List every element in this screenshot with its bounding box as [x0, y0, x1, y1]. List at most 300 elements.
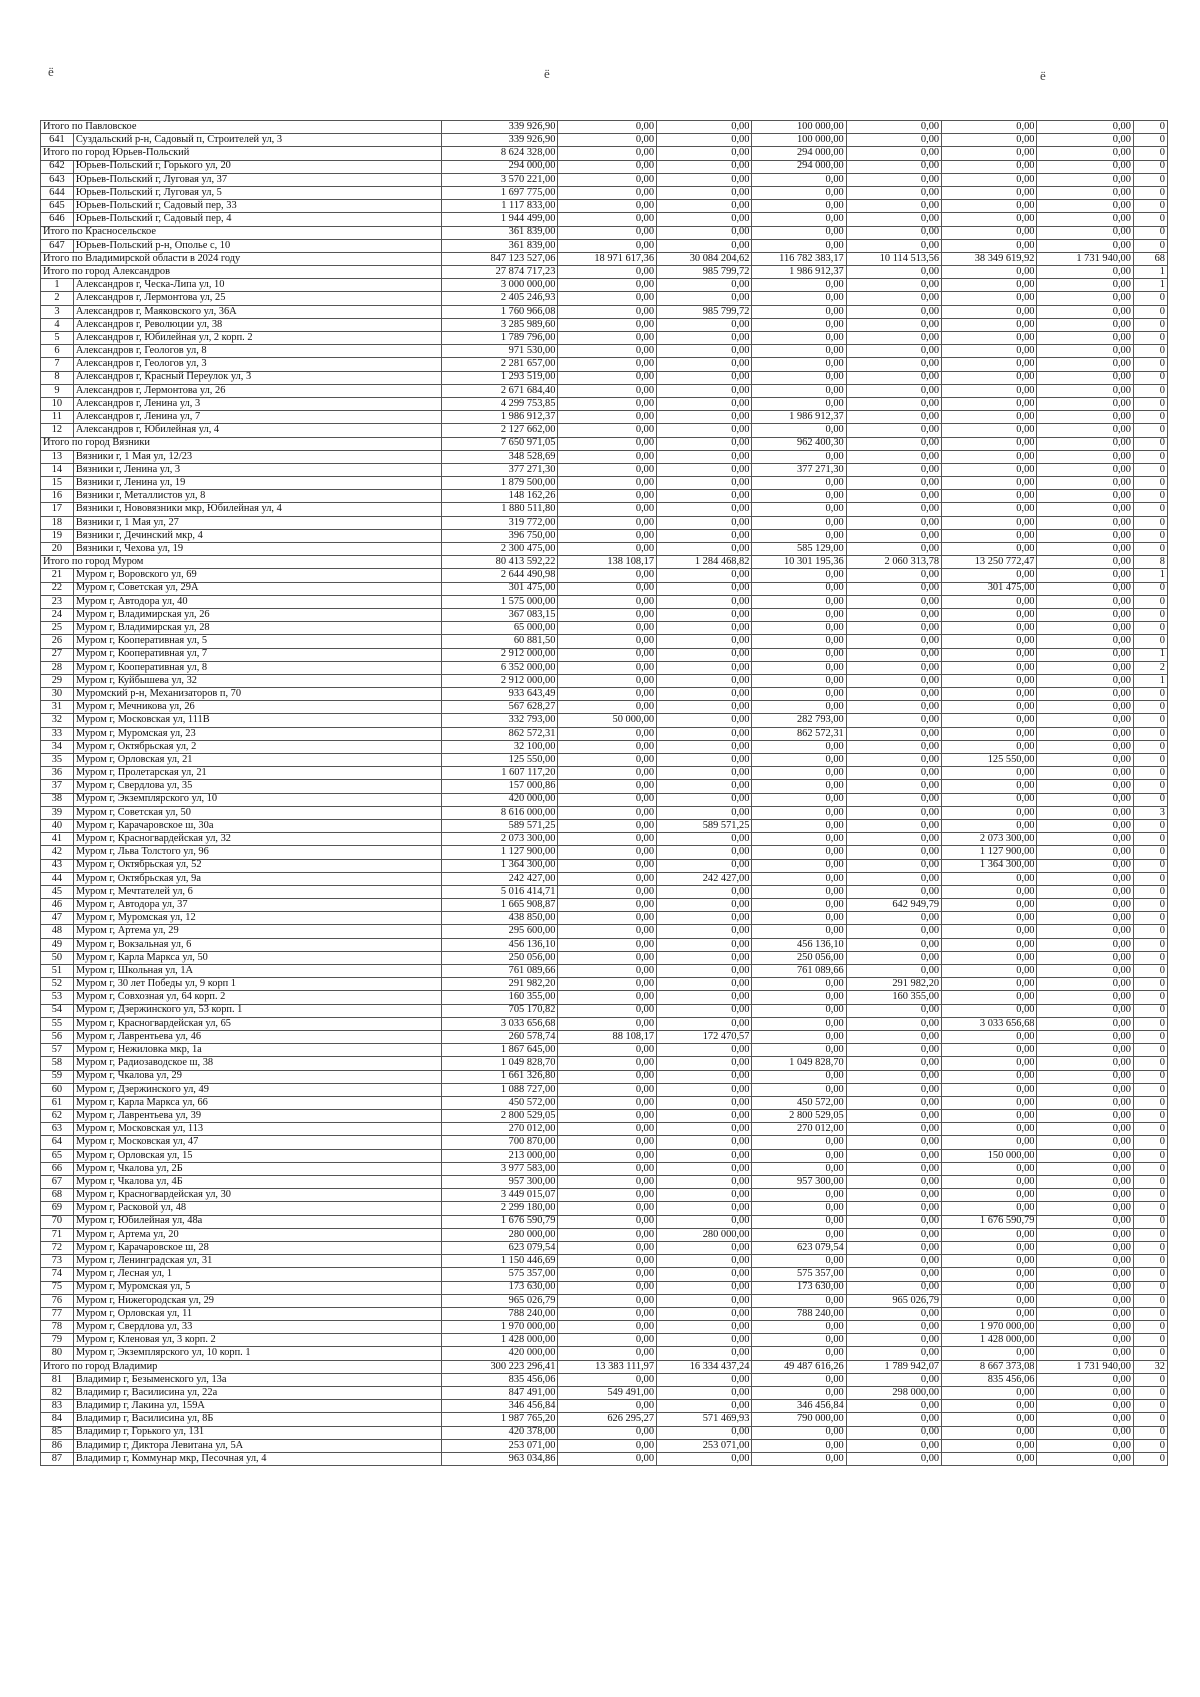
amount-cell: 0,00: [846, 819, 941, 832]
count-cell: 0: [1133, 595, 1167, 608]
row-number: 2: [41, 292, 74, 305]
amount-cell: 0,00: [657, 1307, 752, 1320]
amount-cell: 0,00: [846, 1347, 941, 1360]
amount-cell: 0,00: [846, 833, 941, 846]
count-cell: 0: [1133, 885, 1167, 898]
count-cell: 0: [1133, 397, 1167, 410]
amount-cell: 0,00: [942, 186, 1037, 199]
amount-cell: 0,00: [558, 1268, 657, 1281]
amount-cell: 0,00: [657, 727, 752, 740]
amount-cell: 0,00: [657, 622, 752, 635]
table-row: [41, 160, 1168, 173]
amount-cell: 0,00: [558, 318, 657, 331]
amount-cell: 0,00: [942, 569, 1037, 582]
table-row: [41, 1044, 1168, 1057]
count-cell: 0: [1133, 1241, 1167, 1254]
row-number: 7: [41, 358, 74, 371]
amount-cell: 0,00: [558, 688, 657, 701]
amount-cell: 250 056,00: [752, 951, 846, 964]
amount-cell: 0,00: [942, 147, 1037, 160]
amount-cell: 0,00: [1037, 806, 1133, 819]
amount-cell: 0,00: [1037, 1070, 1133, 1083]
address-cell: Юрьев-Польский г, Садовый пер, 33: [73, 200, 441, 213]
table-row: [41, 463, 1168, 476]
address-cell: Муром г, Мечтателей ул, 6: [73, 885, 441, 898]
amount-cell: 2 281 657,00: [442, 358, 558, 371]
amount-cell: 125 550,00: [442, 754, 558, 767]
amount-cell: 18 971 617,36: [558, 252, 657, 265]
amount-cell: 1 676 590,79: [442, 1215, 558, 1228]
amount-cell: 0,00: [942, 266, 1037, 279]
amount-cell: 2 299 180,00: [442, 1202, 558, 1215]
amount-cell: 0,00: [846, 1281, 941, 1294]
amount-cell: 0,00: [1037, 1413, 1133, 1426]
count-cell: 0: [1133, 463, 1167, 476]
amount-cell: 0,00: [657, 754, 752, 767]
amount-cell: 27 874 717,23: [442, 266, 558, 279]
amount-cell: 280 000,00: [657, 1228, 752, 1241]
count-cell: 0: [1133, 239, 1167, 252]
amount-cell: 0,00: [1037, 345, 1133, 358]
amount-cell: 0,00: [752, 332, 846, 345]
amount-cell: 0,00: [657, 885, 752, 898]
amount-cell: 0,00: [846, 1083, 941, 1096]
amount-cell: 0,00: [942, 1307, 1037, 1320]
amount-cell: 1 986 912,37: [752, 411, 846, 424]
table-row: [41, 582, 1168, 595]
address-cell: Муромский р-н, Механизаторов п, 70: [73, 688, 441, 701]
amount-cell: 0,00: [942, 1096, 1037, 1109]
table-row: [41, 899, 1168, 912]
address-cell: Александров г, Ленина ул, 7: [73, 411, 441, 424]
amount-cell: 0,00: [846, 384, 941, 397]
amount-cell: 0,00: [558, 358, 657, 371]
amount-cell: 7 650 971,05: [442, 437, 558, 450]
amount-cell: 0,00: [752, 529, 846, 542]
amount-cell: 0,00: [846, 226, 941, 239]
address-cell: Муром г, Нижегородская ул, 29: [73, 1294, 441, 1307]
amount-cell: 0,00: [1037, 1030, 1133, 1043]
address-cell: Владимир г, Василисина ул, 8Б: [73, 1413, 441, 1426]
amount-cell: 282 793,00: [752, 714, 846, 727]
amount-cell: 0,00: [1037, 1017, 1133, 1030]
address-cell: Муром г, Московская ул, 47: [73, 1136, 441, 1149]
table-row: [41, 1096, 1168, 1109]
amount-cell: 253 071,00: [657, 1439, 752, 1452]
table-row: [41, 1228, 1168, 1241]
amount-cell: 0,00: [942, 134, 1037, 147]
amount-cell: 0,00: [558, 1017, 657, 1030]
count-cell: 0: [1133, 899, 1167, 912]
amount-cell: 0,00: [942, 173, 1037, 186]
total-label: Итого по Владимирской области в 2024 году: [41, 252, 442, 265]
amount-cell: 0,00: [1037, 1321, 1133, 1334]
amount-cell: 0,00: [657, 1083, 752, 1096]
amount-cell: 0,00: [657, 1268, 752, 1281]
amount-cell: 0,00: [1037, 1136, 1133, 1149]
amount-cell: 0,00: [942, 463, 1037, 476]
address-cell: Муром г, Куйбышева ул, 32: [73, 674, 441, 687]
amount-cell: 0,00: [657, 477, 752, 490]
row-number: 63: [41, 1123, 74, 1136]
amount-cell: 0,00: [752, 516, 846, 529]
address-cell: Муром г, Чкалова ул, 2Б: [73, 1162, 441, 1175]
amount-cell: 0,00: [846, 279, 941, 292]
amount-cell: 0,00: [846, 780, 941, 793]
row-number: 35: [41, 754, 74, 767]
table-row: [41, 648, 1168, 661]
table-row: [41, 543, 1168, 556]
amount-cell: 38 349 619,92: [942, 252, 1037, 265]
address-cell: Муром г, Лаврентьева ул, 46: [73, 1030, 441, 1043]
row-number: 24: [41, 608, 74, 621]
row-number: 73: [41, 1255, 74, 1268]
amount-cell: 0,00: [752, 1387, 846, 1400]
count-cell: 0: [1133, 1070, 1167, 1083]
amount-cell: 0,00: [846, 622, 941, 635]
amount-cell: 0,00: [558, 635, 657, 648]
amount-cell: 0,00: [846, 1176, 941, 1189]
amount-cell: 0,00: [558, 648, 657, 661]
row-number: 57: [41, 1044, 74, 1057]
table-row: [41, 384, 1168, 397]
amount-cell: 0,00: [846, 806, 941, 819]
amount-cell: 8 616 000,00: [442, 806, 558, 819]
address-cell: Александров г, Лермонтова ул, 26: [73, 384, 441, 397]
amount-cell: 0,00: [942, 160, 1037, 173]
row-number: 80: [41, 1347, 74, 1360]
amount-cell: 2 800 529,05: [442, 1110, 558, 1123]
amount-cell: 0,00: [942, 1202, 1037, 1215]
amount-cell: 0,00: [942, 213, 1037, 226]
amount-cell: 0,00: [942, 516, 1037, 529]
address-cell: Муром г, Чкалова ул, 4Б: [73, 1176, 441, 1189]
total-label: Итого по город Владимир: [41, 1360, 442, 1373]
amount-cell: 0,00: [1037, 793, 1133, 806]
address-cell: Муром г, Мечникова ул, 26: [73, 701, 441, 714]
table-row: [41, 450, 1168, 463]
amount-cell: 0,00: [657, 1281, 752, 1294]
amount-cell: 0,00: [657, 608, 752, 621]
amount-cell: 0,00: [1037, 1044, 1133, 1057]
amount-cell: 0,00: [1037, 1268, 1133, 1281]
amount-cell: 0,00: [1037, 1110, 1133, 1123]
table-row: [41, 411, 1168, 424]
count-cell: 0: [1133, 635, 1167, 648]
amount-cell: 1 879 500,00: [442, 477, 558, 490]
amount-cell: 0,00: [657, 384, 752, 397]
amount-cell: 1 127 900,00: [442, 846, 558, 859]
amount-cell: 0,00: [752, 688, 846, 701]
table-row: [41, 1057, 1168, 1070]
address-cell: Муром г, Московская ул, 111В: [73, 714, 441, 727]
row-number: 45: [41, 885, 74, 898]
amount-cell: 1 284 468,82: [657, 556, 752, 569]
table-row: [41, 793, 1168, 806]
amount-cell: 0,00: [846, 1334, 941, 1347]
amount-cell: 0,00: [1037, 582, 1133, 595]
amount-cell: 0,00: [752, 859, 846, 872]
address-cell: Владимир г, Коммунар мкр, Песочная ул, 4: [73, 1452, 441, 1465]
amount-cell: 0,00: [1037, 1202, 1133, 1215]
amount-cell: 0,00: [657, 806, 752, 819]
count-cell: 0: [1133, 1044, 1167, 1057]
amount-cell: 0,00: [942, 305, 1037, 318]
amount-cell: 0,00: [1037, 1255, 1133, 1268]
row-number: 29: [41, 674, 74, 687]
amount-cell: 367 083,15: [442, 608, 558, 621]
amount-cell: 0,00: [942, 648, 1037, 661]
amount-cell: 0,00: [558, 397, 657, 410]
amount-cell: 0,00: [558, 543, 657, 556]
row-number: 74: [41, 1268, 74, 1281]
amount-cell: 0,00: [1037, 1149, 1133, 1162]
address-cell: Александров г, Маяковского ул, 36А: [73, 305, 441, 318]
amount-cell: 1 880 511,80: [442, 503, 558, 516]
amount-cell: 0,00: [657, 1123, 752, 1136]
amount-cell: 0,00: [657, 1070, 752, 1083]
amount-cell: 0,00: [657, 239, 752, 252]
row-number: 6: [41, 345, 74, 358]
amount-cell: 0,00: [752, 1228, 846, 1241]
amount-cell: 0,00: [558, 1439, 657, 1452]
table-row: [41, 1307, 1168, 1320]
amount-cell: 0,00: [1037, 1162, 1133, 1175]
row-number: 3: [41, 305, 74, 318]
address-cell: Вязники г, Ленина ул, 19: [73, 477, 441, 490]
amount-cell: 0,00: [846, 1400, 941, 1413]
amount-cell: 0,00: [846, 1321, 941, 1334]
amount-cell: 0,00: [657, 1004, 752, 1017]
amount-cell: 0,00: [657, 371, 752, 384]
amount-cell: 361 839,00: [442, 226, 558, 239]
amount-cell: 0,00: [558, 463, 657, 476]
row-number: 81: [41, 1373, 74, 1386]
amount-cell: 0,00: [657, 991, 752, 1004]
amount-cell: 0,00: [558, 200, 657, 213]
amount-cell: 0,00: [846, 1228, 941, 1241]
address-cell: Муром г, Лаврентьева ул, 39: [73, 1110, 441, 1123]
count-cell: 0: [1133, 1096, 1167, 1109]
row-number: 52: [41, 978, 74, 991]
row-number: 17: [41, 503, 74, 516]
count-cell: 1: [1133, 266, 1167, 279]
address-cell: Муром г, Октябрьская ул, 2: [73, 740, 441, 753]
address-cell: Юрьев-Польский г, Горького ул, 20: [73, 160, 441, 173]
amount-cell: 0,00: [846, 292, 941, 305]
amount-cell: 0,00: [752, 648, 846, 661]
table-row: [41, 740, 1168, 753]
amount-cell: 0,00: [1037, 411, 1133, 424]
amount-cell: 0,00: [752, 793, 846, 806]
table-row: [41, 701, 1168, 714]
amount-cell: 0,00: [558, 767, 657, 780]
amount-cell: 0,00: [846, 1096, 941, 1109]
row-number: 59: [41, 1070, 74, 1083]
amount-cell: 0,00: [752, 345, 846, 358]
amount-cell: 0,00: [752, 503, 846, 516]
amount-cell: 0,00: [846, 543, 941, 556]
amount-cell: 0,00: [846, 846, 941, 859]
total-row: [41, 226, 1168, 239]
amount-cell: 0,00: [846, 318, 941, 331]
row-number: 50: [41, 951, 74, 964]
amount-cell: 1 944 499,00: [442, 213, 558, 226]
amount-cell: 0,00: [657, 147, 752, 160]
amount-cell: 0,00: [1037, 846, 1133, 859]
count-cell: 0: [1133, 490, 1167, 503]
count-cell: 0: [1133, 1083, 1167, 1096]
amount-cell: 0,00: [558, 437, 657, 450]
amount-cell: 420 378,00: [442, 1426, 558, 1439]
amount-cell: 1 049 828,70: [752, 1057, 846, 1070]
count-cell: 0: [1133, 134, 1167, 147]
amount-cell: 253 071,00: [442, 1439, 558, 1452]
table-row: [41, 292, 1168, 305]
amount-cell: 0,00: [942, 477, 1037, 490]
amount-cell: 0,00: [1037, 925, 1133, 938]
amount-cell: 0,00: [657, 661, 752, 674]
amount-cell: 0,00: [657, 1426, 752, 1439]
amount-cell: 0,00: [846, 305, 941, 318]
address-cell: Александров г, Лермонтова ул, 25: [73, 292, 441, 305]
count-cell: 0: [1133, 1162, 1167, 1175]
amount-cell: 0,00: [942, 978, 1037, 991]
amount-cell: 0,00: [1037, 608, 1133, 621]
amount-cell: 0,00: [846, 1189, 941, 1202]
count-cell: 0: [1133, 160, 1167, 173]
count-cell: 0: [1133, 147, 1167, 160]
amount-cell: 0,00: [846, 1202, 941, 1215]
amount-cell: 0,00: [846, 648, 941, 661]
amount-cell: 0,00: [1037, 674, 1133, 687]
amount-cell: 450 572,00: [442, 1096, 558, 1109]
amount-cell: 0,00: [846, 701, 941, 714]
row-number: 11: [41, 411, 74, 424]
row-number: 32: [41, 714, 74, 727]
address-cell: Владимир г, Безыменского ул, 13а: [73, 1373, 441, 1386]
amount-cell: 0,00: [752, 1202, 846, 1215]
amount-cell: 0,00: [657, 1347, 752, 1360]
amount-cell: 0,00: [657, 1373, 752, 1386]
amount-cell: 0,00: [558, 292, 657, 305]
address-cell: Муром г, Орловская ул, 15: [73, 1149, 441, 1162]
amount-cell: 575 357,00: [752, 1268, 846, 1281]
row-number: 79: [41, 1334, 74, 1347]
table-row: [41, 1176, 1168, 1189]
row-number: 78: [41, 1321, 74, 1334]
amount-cell: 0,00: [657, 516, 752, 529]
row-number: 68: [41, 1189, 74, 1202]
count-cell: 0: [1133, 1268, 1167, 1281]
total-row: [41, 121, 1168, 134]
amount-cell: 30 084 204,62: [657, 252, 752, 265]
amount-cell: 1 575 000,00: [442, 595, 558, 608]
amount-cell: 0,00: [942, 1241, 1037, 1254]
amount-cell: 0,00: [558, 819, 657, 832]
amount-cell: 0,00: [657, 1321, 752, 1334]
count-cell: 0: [1133, 1189, 1167, 1202]
amount-cell: 0,00: [942, 1268, 1037, 1281]
amount-cell: 0,00: [846, 1057, 941, 1070]
amount-cell: 0,00: [752, 1294, 846, 1307]
table-row: [41, 754, 1168, 767]
amount-cell: 0,00: [558, 266, 657, 279]
amount-cell: 985 799,72: [657, 305, 752, 318]
amount-cell: 0,00: [846, 661, 941, 674]
scan-mark: ё: [1040, 68, 1046, 83]
amount-cell: 0,00: [752, 1017, 846, 1030]
count-cell: 0: [1133, 226, 1167, 239]
amount-cell: 0,00: [752, 213, 846, 226]
count-cell: 0: [1133, 437, 1167, 450]
amount-cell: 0,00: [657, 1110, 752, 1123]
table-row: [41, 186, 1168, 199]
count-cell: 0: [1133, 1281, 1167, 1294]
amount-cell: 65 000,00: [442, 622, 558, 635]
amount-cell: 3 449 015,07: [442, 1189, 558, 1202]
amount-cell: 0,00: [752, 780, 846, 793]
amount-cell: 0,00: [846, 397, 941, 410]
amount-cell: 0,00: [1037, 279, 1133, 292]
count-cell: 0: [1133, 1176, 1167, 1189]
table-row: [41, 305, 1168, 318]
row-number: 67: [41, 1176, 74, 1189]
amount-cell: 1 364 300,00: [942, 859, 1037, 872]
amount-cell: 0,00: [657, 899, 752, 912]
amount-cell: 0,00: [657, 292, 752, 305]
count-cell: 8: [1133, 556, 1167, 569]
amount-cell: 339 926,90: [442, 121, 558, 134]
amount-cell: 0,00: [1037, 397, 1133, 410]
amount-cell: 0,00: [752, 569, 846, 582]
amount-cell: 0,00: [558, 938, 657, 951]
amount-cell: 0,00: [1037, 1215, 1133, 1228]
amount-cell: 0,00: [1037, 463, 1133, 476]
amount-cell: 1 117 833,00: [442, 200, 558, 213]
row-number: 65: [41, 1149, 74, 1162]
amount-cell: 1 364 300,00: [442, 859, 558, 872]
amount-cell: 0,00: [558, 384, 657, 397]
amount-cell: 0,00: [752, 1321, 846, 1334]
address-cell: Муром г, Советская ул, 29А: [73, 582, 441, 595]
count-cell: 0: [1133, 912, 1167, 925]
amount-cell: 0,00: [752, 767, 846, 780]
count-cell: 0: [1133, 1228, 1167, 1241]
amount-cell: 0,00: [846, 754, 941, 767]
table-row: [41, 1004, 1168, 1017]
table-row: [41, 833, 1168, 846]
amount-cell: 0,00: [1037, 1123, 1133, 1136]
total-label: Итого по Павловское: [41, 121, 442, 134]
amount-cell: 0,00: [558, 186, 657, 199]
amount-cell: 571 469,93: [657, 1413, 752, 1426]
table-row: [41, 635, 1168, 648]
amount-cell: 965 026,79: [846, 1294, 941, 1307]
amount-cell: 0,00: [752, 186, 846, 199]
row-number: 42: [41, 846, 74, 859]
count-cell: 1: [1133, 674, 1167, 687]
total-label: Итого по город Юрьев-Польский: [41, 147, 442, 160]
amount-cell: 1 731 940,00: [1037, 252, 1133, 265]
amount-cell: 100 000,00: [752, 134, 846, 147]
table-row: [41, 595, 1168, 608]
amount-cell: 835 456,06: [442, 1373, 558, 1386]
table-row: [41, 1110, 1168, 1123]
amount-cell: 761 089,66: [442, 965, 558, 978]
amount-cell: 0,00: [752, 899, 846, 912]
amount-cell: 847 491,00: [442, 1387, 558, 1400]
